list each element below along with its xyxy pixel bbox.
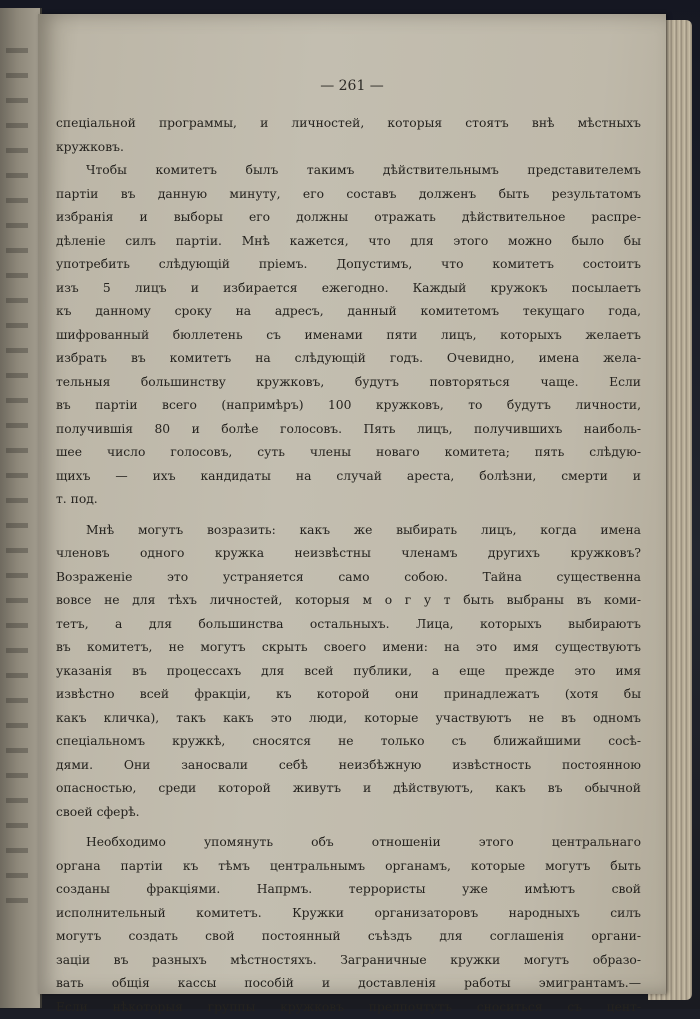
text-line: Возраженіе это устраняется само собою. Тайна существенна — [56, 566, 641, 590]
text-line: созданы фракціями. Напрмъ. террористы уже имѣютъ свой — [56, 878, 641, 902]
text-line: заціи въ разныхъ мѣстностяхъ. Заграничные кружки могутъ образо- — [56, 949, 641, 973]
text-line: партіи въ данную минуту, его составъ долженъ быть результатомъ — [56, 183, 641, 207]
text-line: изъ 5 лицъ и избирается ежегодно. Каждый кружокъ посылаетъ — [56, 277, 641, 301]
text-line: спеціальной программы, и личностей, которыя стоятъ внѣ мѣстныхъ — [56, 112, 641, 136]
book-page — [38, 14, 666, 994]
text-line: шифрованный бюллетень съ именами пяти лицъ, которыхъ желаетъ — [56, 324, 641, 348]
text-line: дями. Они заносвали себѣ неизбѣжную извѣстность постоянною — [56, 754, 641, 778]
text-line: Если нѣкоторыя группы кружковъ предпочтутъ сноситься съ цент- — [56, 996, 641, 1019]
text-line: спеціальномъ кружкѣ, сносятся не только съ ближайшими сосѣ- — [56, 730, 641, 754]
text-line: Мнѣ могутъ возразить: какъ же выбирать лицъ, когда имена — [56, 519, 641, 543]
text-line: опасностью, среди которой живутъ и дѣйствуютъ, какъ въ обычной — [56, 777, 641, 801]
text-line: получившія 80 и болѣе голосовъ. Пять лицъ, получившихъ наиболь- — [56, 418, 641, 442]
text-line: исполнительный комитетъ. Кружки организаторовъ народныхъ силъ — [56, 902, 641, 926]
text-line: какъ кличка), такъ какъ это люди, которые участвуютъ не въ одномъ — [56, 707, 641, 731]
paragraph-gap — [56, 824, 641, 831]
text-line: шее число голосовъ, суть члены новаго комитета; пять слѣдую- — [56, 441, 641, 465]
text-line: дѣленіе силъ партіи. Мнѣ кажется, что для этого можно было бы — [56, 230, 641, 254]
text-line: членовъ одного кружка неизвѣстны членамъ другихъ кружковъ? — [56, 542, 641, 566]
text-line: органа партіи къ тѣмъ центральнымъ органамъ, которые могутъ быть — [56, 855, 641, 879]
text-line: Необходимо упомянуть объ отношеніи этого центральнаго — [56, 831, 641, 855]
text-line: вовсе не для тѣхъ личностей, которыя м о г у т быть выбраны въ коми- — [56, 589, 641, 613]
text-line: указанія въ процессахъ для всей публики, а еще прежде это имя — [56, 660, 641, 684]
page-number: — 261 — — [38, 78, 666, 94]
text-line: избранія и выборы его должны отражать дѣйствительное распре- — [56, 206, 641, 230]
page-body-text — [56, 112, 641, 1019]
text-line: извѣстно всей фракціи, къ которой они принадлежатъ (хотя бы — [56, 683, 641, 707]
text-line: тельныя большинству кружковъ, будутъ повторяться чаще. Если — [56, 371, 641, 395]
text-line: щихъ — ихъ кандидаты на случай ареста, болѣзни, смерти и — [56, 465, 641, 489]
paragraph-gap — [56, 512, 641, 519]
text-line: кружковъ. — [56, 136, 641, 160]
text-line: тетъ, а для большинства остальныхъ. Лица, которыхъ выбираютъ — [56, 613, 641, 637]
text-line: избрать въ комитетъ на слѣдующій годъ. Очевидно, имена жела- — [56, 347, 641, 371]
facing-page-edge — [0, 8, 42, 1008]
text-line: къ данному сроку на адресъ, данный комитетомъ текущаго года, — [56, 300, 641, 324]
text-line: въ партіи всего (напримѣръ) 100 кружковъ, то будутъ личности, — [56, 394, 641, 418]
text-line: употребить слѣдующій пріемъ. Допустимъ, что комитетъ состоитъ — [56, 253, 641, 277]
facing-page-text-shadow — [6, 48, 28, 908]
text-line: т. под. — [56, 488, 641, 512]
text-line: въ комитетъ, не могутъ скрыть своего имени: на это имя существуютъ — [56, 636, 641, 660]
text-line: своей сферѣ. — [56, 801, 641, 825]
text-line: Чтобы комитетъ былъ такимъ дѣйствительнымъ представителемъ — [56, 159, 641, 183]
text-line: могутъ создать свой постоянный съѣздъ для соглашенія органи- — [56, 925, 641, 949]
text-line: вать общія кассы пособій и доставленія работы эмигрантамъ.— — [56, 972, 641, 996]
